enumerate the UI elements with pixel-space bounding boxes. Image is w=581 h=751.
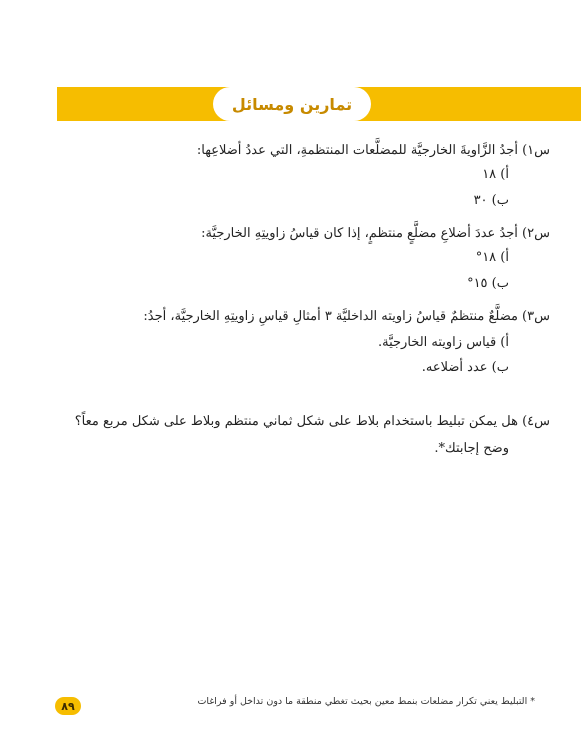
question-1-option-b: ب) ٣٠ <box>473 193 509 208</box>
question-1-option-a: أ) ١٨ <box>482 167 509 182</box>
question-2: س٢) أجدُ عددَ أضلاعِ مضلَّعٍ منتظمٍ، إذا كان قياسُ زاويتِهِ الخارجيَّة: <box>201 226 550 241</box>
footnote: * التبليط يعني تكرار مضلعات بنمط معين بحيث تغطي منطقة ما دون تداخل أو فراغات <box>197 696 535 707</box>
page-number: ٨٩ <box>55 697 81 715</box>
question-4: س٤) هل يمكن تبليط باستخدام بلاط على شكل ثماني منتظم وبلاط على شكل مربع معاً؟ <box>74 414 550 429</box>
question-3: س٣) مضلَّعٌ منتظمٌ قياسُ زاويته الداخليَّة ٣ أمثالِ قياسِ زاويتِهِ الخارجيَّة، أجدُ: <box>143 309 550 324</box>
question-4-continuation: وضح إجابتك*. <box>434 441 509 456</box>
question-1: س١) أجدُ الزَّاويةَ الخارجيَّة للمضلَّعات المنتظمةِ، التي عددُ أضلاعِها: <box>196 143 550 158</box>
question-2-option-b: ب) ١٥° <box>467 276 509 291</box>
page-title: تمارين ومسائل <box>231 94 353 114</box>
question-3-option-a: أ) قياس زاويته الخارجيَّة. <box>378 335 509 350</box>
question-3-option-b: ب) عدد أضلاعه. <box>421 360 509 375</box>
question-2-option-a: أ) ١٨° <box>475 250 509 265</box>
